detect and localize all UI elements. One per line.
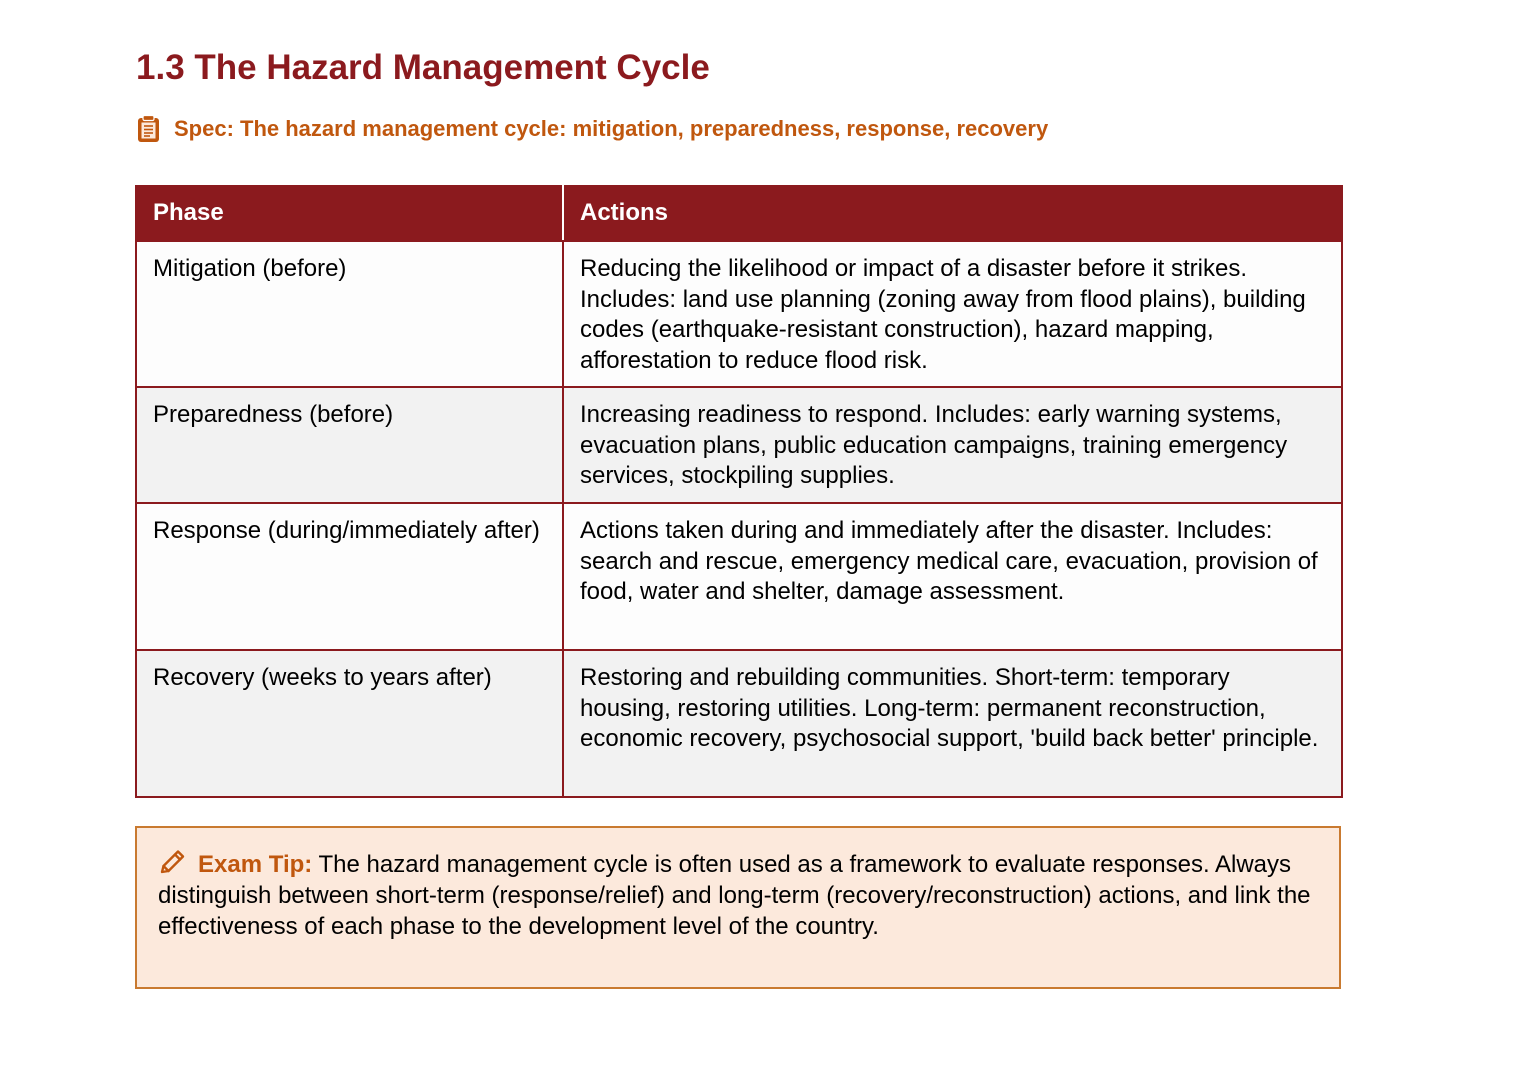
page-title: 1.3 The Hazard Management Cycle xyxy=(136,48,710,87)
phase-cell: Preparedness (before) xyxy=(136,387,563,503)
phase-cell: Recovery (weeks to years after) xyxy=(136,650,563,797)
spec-line xyxy=(136,114,1048,144)
table-row xyxy=(136,503,1342,650)
column-header-actions: Actions xyxy=(563,186,1342,241)
column-header-phase: Phase xyxy=(136,186,563,241)
clipboard-icon xyxy=(136,115,162,143)
spec-text: Spec: The hazard management cycle: mitigation, preparedness, response, recovery xyxy=(174,116,1049,141)
actions-cell: Reducing the likelihood or impact of a disaster before it strikes. Includes: land use planning (zoning away from flood plains), building codes (earthquake-resistant construction), hazard mapping, afforestation to reduce flood risk. xyxy=(563,241,1342,387)
actions-cell: Restoring and rebuilding communities. Short-term: temporary housing, restoring utilities. Long-term: permanent reconstruction, economic recovery, psychosocial support, 'build back better' principle. xyxy=(563,650,1342,797)
exam-tip-box xyxy=(135,826,1341,989)
table-header-row xyxy=(136,186,1342,241)
table-row xyxy=(136,241,1342,387)
exam-tip-text: The hazard management cycle is often used as a framework to evaluate responses. Always distinguish between short-term (response/relief) and long-term (recovery/reconstruction) actions, and link the effectiveness of each phase to the development level of the country. xyxy=(158,851,1311,940)
table-row xyxy=(136,650,1342,797)
actions-cell: Increasing readiness to respond. Includes: early warning systems, evacuation plans, public education campaigns, training emergency services, stockpiling supplies. xyxy=(563,387,1342,503)
phase-cell: Mitigation (before) xyxy=(136,241,563,387)
pencil-icon xyxy=(158,848,189,876)
phase-cell: Response (during/immediately after) xyxy=(136,503,563,650)
hazard-cycle-table xyxy=(135,185,1343,798)
exam-tip-label: Exam Tip: xyxy=(198,851,313,878)
table-row xyxy=(136,387,1342,503)
actions-cell: Actions taken during and immediately after the disaster. Includes: search and rescue, emergency medical care, evacuation, provision of food, water and shelter, damage assessment. xyxy=(563,503,1342,650)
